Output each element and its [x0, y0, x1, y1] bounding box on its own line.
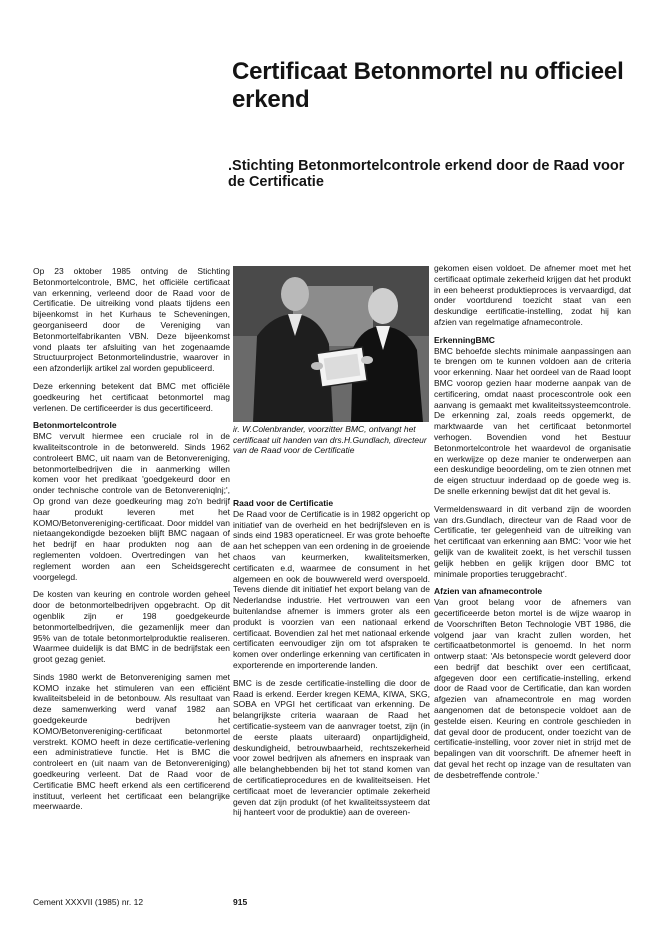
section-heading: Afzien van afnamecontrole	[434, 586, 543, 597]
article-subtitle: .Stichting Betonmortelcontrole erkend door de Raad voor de Certificatie	[228, 158, 625, 190]
paragraph: Deze erkenning betekent dat BMC met officiële goedkeuring het certificaat betonmortel mag verlenen. De certificeerder is dus gecertificeerd.	[33, 380, 230, 413]
paragraph: Op 23 oktober 1985 ontving de Stichting Betonmortelcontrole, BMC, het officiële certificaat van erkenning, verleend door de Raad voor de Certificatie. De uitreiking vond plaats tijdens een bijeenkomst in het Kurhaus te Scheveningen, georganiseerd door de Vereniging van Betonmortelfabrikanten VBN. Deze bijeenkomst vond plaats ter afsluiting van het zogenaamde Structuurproject Betonmortelindustrie, waarover in een afzonderlijk artikel zal worden gepubliceerd.	[33, 266, 230, 374]
ceremony-photo	[233, 266, 429, 422]
paragraph: Sinds 1980 werkt de Betonvereniging samen met KOMO inzake het stimuleren van een efficiënt kwaliteitsbeleid in de betonbouw. Als resultaat van deze samenwerking werd vanaf 1982 aan goedgekeurde bedrijven het KOMO/Betonvereniging-certificaat betonmortel verstrekt. KOMO heeft in deze certificatie-verlening een administratieve functie. Het is BMC die controleert en (uit naam van de Betonvereniging) goedkeuring verleent. Dat de Raad voor de Certificatie BMC heeft erkend als een certificerend instituut, verleent het certificaat een belangrijke meerwaarde.	[33, 671, 230, 812]
paragraph: BMC behoefde slechts minimale aanpassingen aan te brengen om te kunnen voldoen aan de criteria voor erkenning. Naar het oordeel van de Raad loopt BMC voorop gezien haar moderne aanpak van de certificering, omdat naast procescontrole ook een aanvang is gemaakt met kwaliteitssysteemcontrole. De erkenning zal, zoals reeds opgemerkt, de marktwaarde van het certificaat betonmortel verhogen. Bovendien vond het Bestuur Betonmortelcontrole het waardevol de organisatie en werkwijze op deze manier te onderwerpen aan een deskundige beoordeling, om te zien otnnen met de eigen structuur inderdaad op de goede weg is. De snelle erkenning bewijst dat dit het geval is.	[434, 345, 631, 496]
page-number: 915	[233, 897, 248, 907]
paragraph: BMC vervult hiermee een cruciale rol in de kwaliteitscontrole in de betonwereld. Sinds 1962 controleert BMC, uit naam van de Betonvereniging, betonmortelbedrijven die in aanmerking willen komen voor het predikaat 'goedgekeurd door en onder technische controle van de Betonvereniqlnj;', Op grond van deze goedkeuring mag zo'n bedrijf haar produkt leveren met het KOMO/Betonvereniging-certificaat. Door middel van nietaangekondigde bezoeken blijft BMC nagaan of het bedrijf en haar produkten nog aan de reglementen voldoen. Overtredingen van het reglement worden aan een Scheidsgerecht voorgelegd.	[33, 431, 230, 582]
journal-reference: Cement XXXVII (1985) nr. 12	[33, 897, 144, 907]
section-heading: ErkenningBMC	[434, 334, 495, 345]
column-2	[233, 494, 430, 825]
paragraph: BMC is de zesde certificatie-instelling die door de Raad is erkend. Eerder kregen KEMA, KIWA, SKG, SOBA en VPGI het certificaat van erkenning. De belangrijkste criteria waaraan de Raad het certificatie-systeem van de aanvrager toetst, zijn (in de eerste plaats uiteraard) onpartijdigheid, deskundigheid, betrouwbaarheid, rechtszekerheid voor zowel bedrijven als afnemers en inspraak van alle belanghebbenden bij het tot stand komen van de certificatieprocedures en de kwaliteitseisen. Het certificaat moet de leverancier optimale zekerheid geven dat zijn produkt (of het kwaliteitssysteem dat hij hanteert voor de produktie) aan de overeen-	[233, 677, 430, 818]
paragraph: De Raad voor de Certificatie is in 1982 opgericht op initiatief van de overheid en het bedrijfsleven en is sinds eind 1983 operaticneel. Er was grote behoefte aan het scheppen van een ordening in de groeiende chaos van keurmerken, kwaliteitsmerken, certificaten e.d, waarmee de consument in het algemeen en ook de bouwwereld werd overspoeld. Tevens diende dit initiatief het export belang van de Nederlandse industrie. Het vertrouwen van een buitenlandse afnemer is immers groter als een produkt is voorzien van een nationaal erkend certificaat. Bovendien zal het met nationaal erkende certificaten eenvoudiger zijn om tot afspraken te komen over onderlinge erkenning van certificaten in exporterende en importerende landen.	[233, 508, 430, 670]
column-1	[33, 266, 230, 819]
paragraph: De kosten van keuring en controle worden geheel door de betonmortelbedrijven opgebracht. Op dit ogenblik zijn er 198 goedgekeurde betonmortelbedrijven, die gezamenlijk meer dan 95% van de totale betonmortelproduktie realiseren. Waarmee duidelijk is dat BMC in de bedrijfstak een groot gezag geniet.	[33, 589, 230, 665]
photo-caption: ir. W.Colenbrander, voorzitter BMC, ontvangt het certificaat uit handen van drs.H.Gundlach, directeur van de Raad voor de Certificatie	[233, 424, 427, 455]
article-title: Certificaat Betonmortel nu officieel erkend	[232, 58, 624, 113]
paragraph: Vermeldenswaard in dit verband zijn de woorden van drs.Gundlach, directeur van de Raad voor de Certificatie, ter gelegenheid van de uitreiking van het certificaat van erkenning aan BMC: 'voor wie het gelijk van de kwaliteit zoekt, is het verschil tussen gelijk hebben en gelijk krijgen door BMC tot minimale proporties teruggebracht'.	[434, 503, 631, 579]
column-3	[434, 263, 631, 788]
section-heading: Betonmortelcontrole	[33, 420, 117, 431]
section-heading: Raad voor de Certificatie	[233, 498, 334, 508]
paragraph: gekomen eisen voldoet. De afnemer moet met het certificaat optimale zekerheid krijgen dat het produkt in een beheerst produktieproces is vervaardigd, dat onder voortdurend toezicht staat van een deskundige eertificatie-instelling, zodat hij kan afzien van regelmatige afnamecontrole.	[434, 263, 631, 327]
paragraph: Van groot belang voor de afnemers van gecertificeerde beton mortel is de wijze waarop in de Voorschriften Beton Technologie VBT 1986, die volgend jaar van kracht zullen worden, het certificaatbetonmortel is genoemd. In het norm ontwerp staat: 'Als betonspecie wordt geleverd door een bedrijf dat beschikt over een certificaat, afgegeven door een certificatie-instelling, erkend door de Raad voor de Certificatie, dan kan worden afgezien van afnamecontrole en mag worden aangenomen dat de betonspecie voldoet aan de gestelde eisen. Keuring en controle geschieden in dat geval door de producent, onder toezicht van de certificatie-instelling, voor zover niet in strijd met de bepalingen van dit voorschrift. De afnemer heeft in dat geval het recht op inzage van de resultaten van de desbetreffende controle.'	[434, 597, 631, 780]
photo-image	[233, 266, 429, 422]
